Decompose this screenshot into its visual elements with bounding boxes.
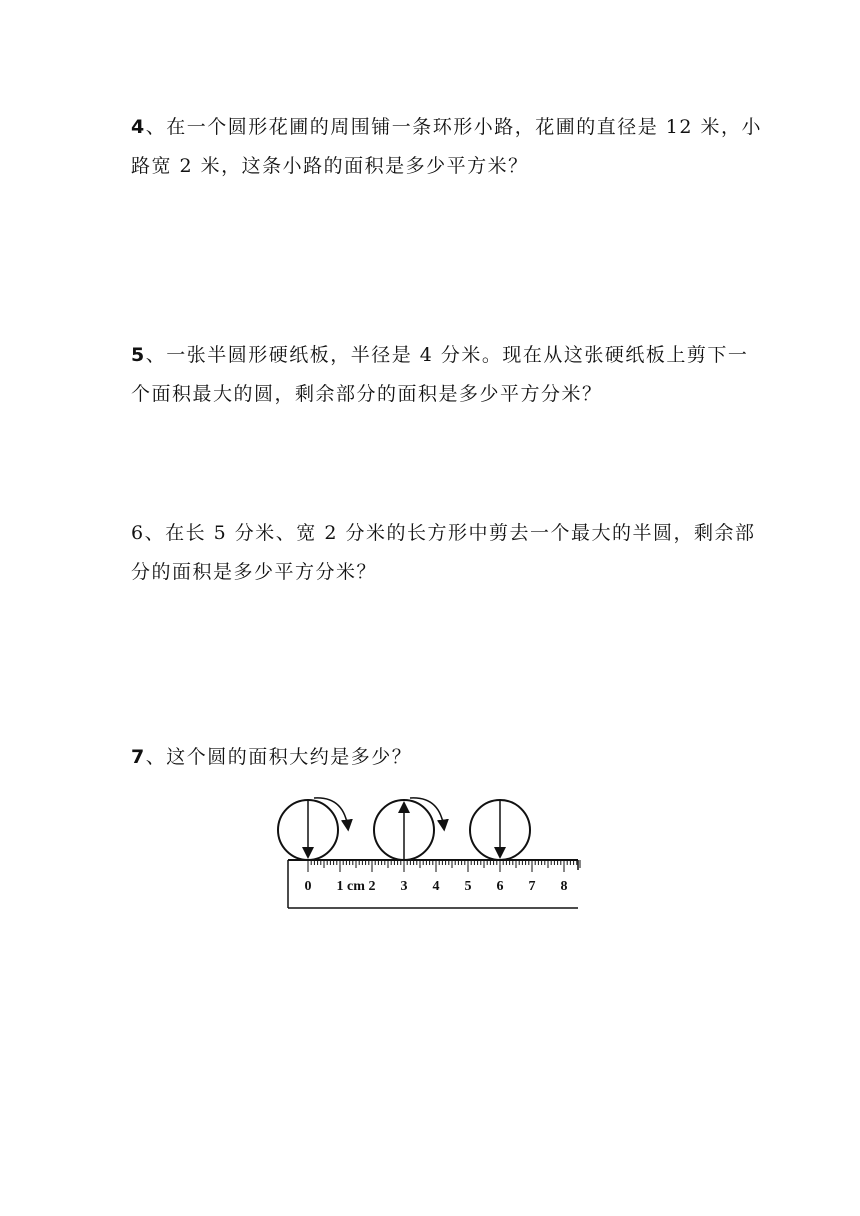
circle-1 [278, 800, 338, 860]
problem-5-line-2: 个面积最大的圆，剩余部分的面积是多少平方分米？ [131, 383, 603, 405]
problem-4-text-1: 在一个圆形花圃的周围铺一条环形小路，花圃的直径是 12 米，小 [166, 116, 763, 138]
problem-6 [131, 514, 756, 592]
problem-6-separator: 、 [144, 522, 166, 544]
ruler-label-7: 7 [528, 879, 536, 894]
circle-3 [470, 800, 530, 860]
problem-5-separator: 、 [145, 344, 167, 366]
ruler-label-6: 6 [496, 879, 504, 894]
ruler-label-2: 2 [368, 879, 376, 894]
problem-7-line-1 [131, 738, 741, 777]
problem-7 [131, 738, 741, 777]
ruler-label-1: 1 [336, 879, 344, 894]
rolling-circle-diagram [268, 784, 588, 914]
problem-6-line-2: 分的面积是多少平方分米？ [131, 561, 378, 583]
problem-6-text-1: 在长 5 分米、宽 2 分米的长方形中剪去一个最大的半圆，剩余部 [165, 522, 756, 544]
circle-2 [374, 800, 434, 860]
problem-7-separator: 、 [145, 746, 167, 768]
ruler-labels [305, 879, 568, 894]
problem-4-line-1 [131, 108, 763, 147]
ruler-label-3: 3 [400, 879, 408, 894]
rolling-circle-figure [268, 784, 588, 914]
problem-5 [131, 336, 749, 414]
ruler-label-8: 8 [560, 879, 568, 894]
problem-6-line-1 [131, 514, 756, 553]
circles [278, 800, 530, 860]
problem-7-number: 7 [131, 746, 146, 768]
problem-5-line-1 [131, 336, 749, 375]
problem-7-text-1: 这个圆的面积大约是多少？ [166, 746, 413, 768]
ruler-label-4: 4 [432, 879, 440, 894]
ruler-label-5: 5 [464, 879, 472, 894]
problem-4-number: 4 [131, 116, 146, 138]
problem-5-number: 5 [131, 344, 146, 366]
problem-5-text-1: 一张半圆形硬纸板，半径是 4 分米。现在从这张硬纸板上剪下一 [166, 344, 749, 366]
ruler-label-cm: cm [347, 879, 365, 894]
problem-4 [131, 108, 763, 186]
problem-4-separator: 、 [145, 116, 167, 138]
problem-6-number: 6 [131, 522, 145, 544]
problem-4-line-2: 路宽 2 米，这条小路的面积是多少平方米？ [131, 155, 529, 177]
ruler-label-0: 0 [304, 879, 312, 894]
